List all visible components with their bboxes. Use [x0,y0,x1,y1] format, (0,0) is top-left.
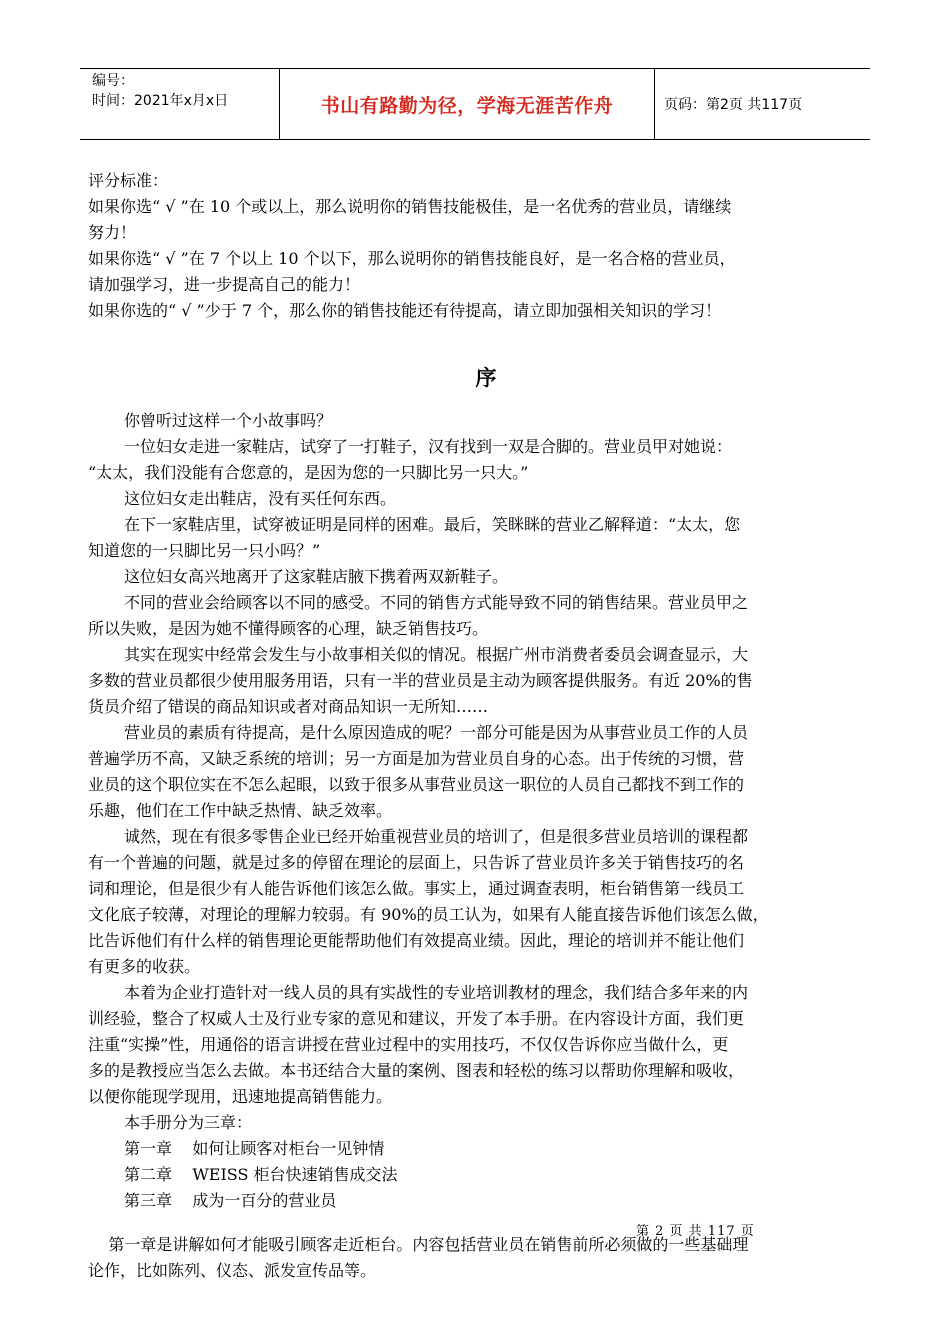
paragraph [88,1110,884,1136]
text-line: 如果你选“ √ ”在 10 个或以上，那么说明你的销售技能极佳，是一名优秀的营业员，请继续 [88,197,732,216]
text-line: 货员介绍了错误的商品知识或者对商品知识一无所知…… [88,697,489,716]
text-line: 乐趣，他们在工作中缺乏热情、缺乏效率。 [88,801,393,820]
paragraph [88,408,884,434]
scoring-criteria [88,168,884,324]
text-line: 有更多的收获。 [88,957,201,976]
paragraph [88,1188,884,1214]
paragraph [88,824,884,980]
text-line: 文化底子较薄，对理论的理解力较弱。有 90%的员工认为，如果有人能直接告诉他们该怎么做， [88,905,769,924]
paragraph [88,564,884,590]
text-line: 本手册分为三章： [124,1113,253,1132]
text-line: 努力！ [88,223,137,242]
text-line: 评分标准： [88,171,169,190]
closing-paragraph [88,1232,884,1284]
text-line: 业员的这个职位实在不怎么起眼，以致于很多从事营业员这一职位的人员自己都找不到工作的 [88,775,745,794]
paragraph [88,434,884,486]
text-line: 第一章 如何让顾客对柜台一见钟情 [124,1139,385,1158]
text-line: 以便你能现学现用，迅速地提高销售能力。 [88,1087,393,1106]
text-line: 第一章是讲解如何才能吸引顾客走近柜台。内容包括营业员在销售前所必须做的一些基础理 [88,1235,749,1254]
paragraph [88,1162,884,1188]
text-line: 如果你选的“ √ ”少于 7 个，那么你的销售技能还有待提高，请立即加强相关知识的学习！ [88,301,722,320]
text-line: 多的是教授应当怎么去做。本书还结合大量的案例、图表和轻松的练习以帮助你理解和吸收， [88,1061,745,1080]
page-footer: 第 2 页 共 117 页 [636,1224,755,1239]
text-line: 这位妇女走出鞋店，没有买任何东西。 [124,489,397,508]
text-line: 你曾听过这样一个小故事吗？ [124,411,333,430]
text-line: 知道您的一只脚比另一只小吗？” [88,541,321,560]
header-page-info: 页码：第2页 共117页 [664,97,803,113]
preface-paragraphs [88,408,884,1214]
document-body [88,168,884,1284]
header-slogan: 书山有路勤为径，学海无涯苦作舟 [280,69,655,139]
paragraph [88,1136,884,1162]
paragraph [88,512,884,564]
text-line: 多数的营业员都很少使用服务用语，只有一半的营业员是主动为顾客提供服务。有近 20%的售 [88,671,753,690]
header-meta [80,69,280,139]
section-title: 序 [475,365,497,390]
paragraph [88,980,884,1110]
paragraph [88,590,884,642]
text-line: 论作，比如陈列、仪态、派发宣传品等。 [88,1261,377,1280]
text-line: 所以失败，是因为她不懂得顾客的心理，缺乏销售技巧。 [88,619,489,638]
paragraph [88,642,884,720]
text-line: 如果你选“ √ ”在 7 个以上 10 个以下，那么说明你的销售技能良好，是一名合格的营业员， [88,249,736,268]
text-line: 普遍学历不高，又缺乏系统的培训；另一方面是加为营业员自身的心态。出于传统的习惯，营 [88,749,745,768]
text-line: 本着为企业打造针对一线人员的具有实战性的专业培训教材的理念，我们结合多年来的内 [124,983,749,1002]
page-header [80,68,870,140]
text-line: 其实在现实中经常会发生与小故事相关似的情况。根据广州市消费者委员会调查显示，大 [124,645,749,664]
text-line: “太太，我们没能有合您意的，是因为您的一只脚比另一只大。” [88,463,529,482]
text-line: 比告诉他们有什么样的销售理论更能帮助他们有效提高业绩。因此，理论的培训并不能让他们 [88,931,745,950]
text-line: 一位妇女走进一家鞋店，试穿了一打鞋子，汉有找到一双是合脚的。营业员甲对她说： [124,437,733,456]
text-line: 请加强学习，进一步提高自己的能力！ [88,275,361,294]
text-line: 营业员的素质有待提高，是什么原因造成的呢？一部分可能是因为从事营业员工作的人员 [124,723,749,742]
text-line: 诚然，现在有很多零售企业已经开始重视营业员的培训了，但是很多营业员培训的课程都 [124,827,749,846]
paragraph [88,486,884,512]
text-line: 词和理论，但是很少有人能告诉他们该怎么做。事实上，通过调查表明，柜台销售第一线员工 [88,879,745,898]
text-line: 不同的营业会给顾客以不同的感受。不同的销售方式能导致不同的销售结果。营业员甲之 [124,593,749,612]
paragraph [88,720,884,824]
text-line: 训经验，整合了权威人士及行业专家的意见和建议，开发了本手册。在内容设计方面，我们更 [88,1009,745,1028]
text-line: 第三章 成为一百分的营业员 [124,1191,337,1210]
text-line: 注重“实操”性，用通俗的语言讲授在营业过程中的实用技巧，不仅仅告诉你应当做什么，更 [88,1035,729,1054]
header-number: 编号： [92,73,134,89]
text-line: 在下一家鞋店里，试穿被证明是同样的困难。最后，笑眯眯的营业乙解释道：“太太，您 [124,515,741,534]
header-time: 时间：2021年x月x日 [92,93,229,109]
text-line: 有一个普遍的问题，就是过多的停留在理论的层面上，只告诉了营业员许多关于销售技巧的名 [88,853,745,872]
text-line: 这位妇女高兴地离开了这家鞋店腋下携着两双新鞋子。 [124,567,509,586]
text-line: 第二章 WEISS 柜台快速销售成交法 [124,1165,398,1184]
